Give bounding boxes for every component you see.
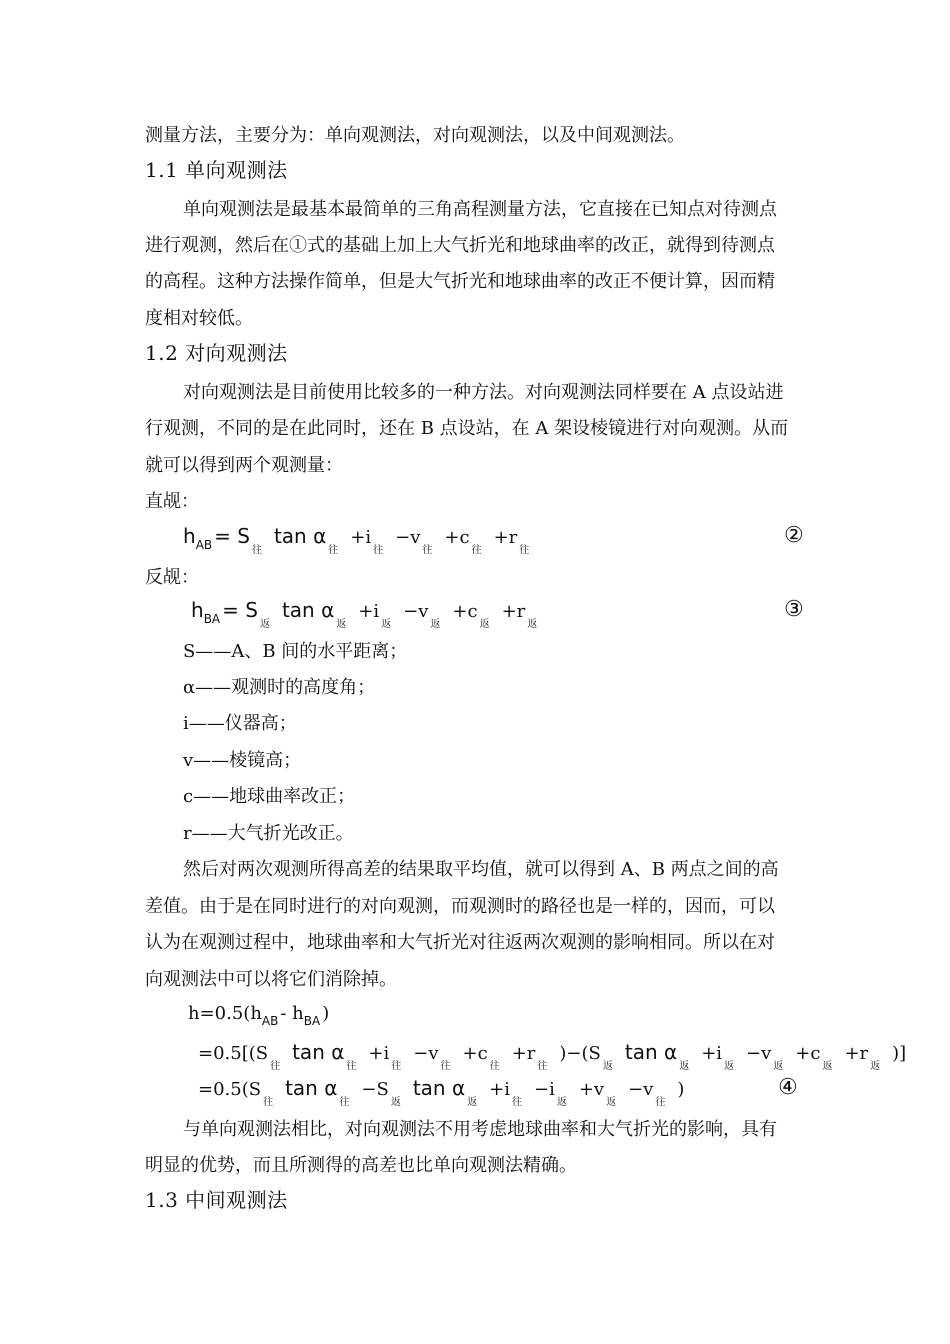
text-line: 认为在观测过程中，地球曲率和大气折光对往返两次观测的影响相同。所以在对 (145, 932, 775, 953)
text-line: 对向观测法是目前使用比较多的一种方法。对向观测法同样要在 A 点设站进 (183, 382, 784, 403)
text-line: 进行观测，然后在①式的基础上加上大气折光和地球曲率的改正，就得到待测点 (145, 235, 775, 256)
definition-line: c——地球曲率改正； (183, 786, 356, 807)
equation-2: hAB = S往tan α往+i往−v往+c往+r往 (183, 524, 530, 556)
definition-line: α——观测时的高度角； (183, 677, 376, 698)
text-line: 与单向观测法相比，对向观测法不用考虑地球曲率和大气折光的影响，具有 (183, 1119, 777, 1140)
equation-number-2: ② (784, 523, 804, 548)
definition-line: v——棱镜高； (183, 750, 302, 771)
text-line: 向观测法中可以将它们消除掉。 (145, 969, 397, 990)
section-heading-1-2: 1.2 对向观测法 (145, 341, 288, 365)
equation-number-3: ③ (784, 597, 804, 622)
text-line: 差值。由于是在同时进行的对向观测，而观测时的路径也是一样的，因而，可以 (145, 896, 775, 917)
text-line: 然后对两次观测所得高差的结果取平均值，就可以得到 A、B 两点之间的高 (183, 859, 779, 880)
equation-number-4: ④ (778, 1075, 798, 1100)
equation-4-line-3: =0.5(S往tan α往−S返tan α返+i往−i返+v返−v往) (198, 1076, 685, 1108)
equation-4-line-1: h=0.5(hAB - hBA ) (188, 1003, 330, 1028)
text-line: 的高程。这种方法操作简单，但是大气折光和地球曲率的改正不便计算，因而精 (145, 271, 775, 292)
text-line: 度相对较低。 (145, 308, 253, 329)
text-line: 行观测，不同的是在此同时，还在 B 点设站，在 A 架设棱镜进行对向观测。从而 (145, 418, 789, 439)
label-direct: 直觇： (145, 491, 199, 512)
label-reverse: 反觇： (145, 567, 199, 588)
equation-4-line-2: =0.5[(S往tan α往+i往−v往+c往+r往)−(S返tan α返+i返−v返+c返+r返)] (198, 1040, 907, 1072)
equation-3: hBA = S返tan α返+i返−v返+c返+r返 (191, 598, 538, 630)
section-heading-1-1: 1.1 单向观测法 (145, 158, 288, 182)
text-line: 就可以得到两个观测量： (145, 455, 343, 476)
text-line: 测量方法，主要分为：单向观测法，对向观测法，以及中间观测法。 (145, 125, 685, 146)
definition-line: i——仪器高； (183, 713, 297, 734)
definition-line: S——A、B 间的水平距离； (183, 641, 408, 662)
text-line: 单向观测法是最基本最简单的三角高程测量方法，它直接在已知点对待测点 (183, 199, 777, 220)
definition-line: r——大气折光改正。 (183, 823, 354, 844)
text-line: 明显的优势，而且所测得的高差也比单向观测法精确。 (145, 1155, 577, 1176)
section-heading-1-3: 1.3 中间观测法 (145, 1188, 288, 1212)
